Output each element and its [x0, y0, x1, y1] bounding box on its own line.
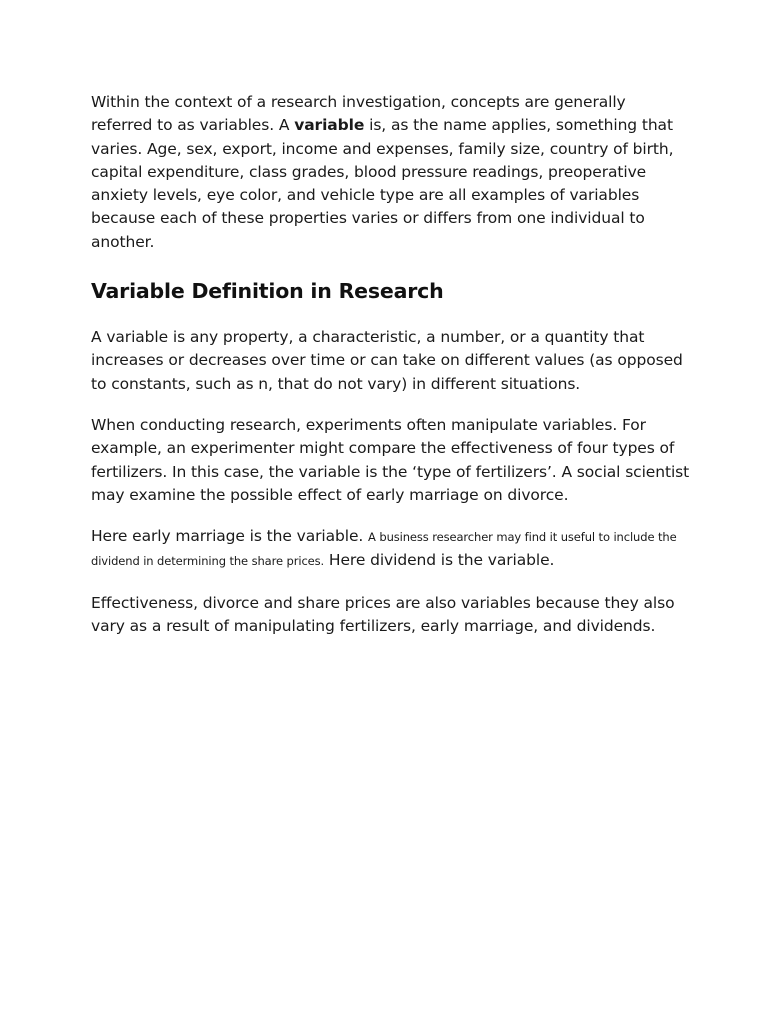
conducting-research-paragraph: When conducting research, experiments often manipulate variables. For example, an experimenter might compare the effectiveness of four types of fertilizers. In this case, the variable is the ‘type of fertilizers’. A social scientist may examine the possible effect of early marriage on divorce. [91, 415, 690, 504]
document-page [91, 91, 691, 638]
early-marriage-text: Here early marriage is the variable. [91, 527, 369, 546]
section-heading: Variable Definition in Research [91, 279, 444, 304]
intro-paragraph [91, 91, 691, 254]
intro-text-start: Within the context of a research investigation, concepts are generally referred to as variables. A [91, 93, 626, 135]
early-marriage-paragraph [91, 525, 691, 574]
dividend-text: Here dividend is the variable. [324, 551, 555, 570]
effectiveness-paragraph: Effectiveness, divorce and share prices are also variables because they also vary as a result of manipulating fertilizers, early marriage, and dividends. [91, 593, 675, 636]
definition-paragraph: A variable is any property, a characteristic, a number, or a quantity that increases or decreases over time or can take on different values (as opposed to constants, such as n, that do not vary) in different situations. [91, 328, 683, 393]
intro-text-end: is, as the name applies, something that varies. Age, sex, export, income and expenses, family size, country of birth, capital expenditure, class grades, blood pressure readings, preoperative anxiety levels, eye color, and vehicle type are all examples of variables because each of these properties varies or differs from one individual to another. [91, 116, 674, 251]
business-researcher-text: A business researcher may find it useful to include the dividend in determining the share prices. [91, 530, 677, 569]
variable-term: variable [294, 116, 365, 135]
